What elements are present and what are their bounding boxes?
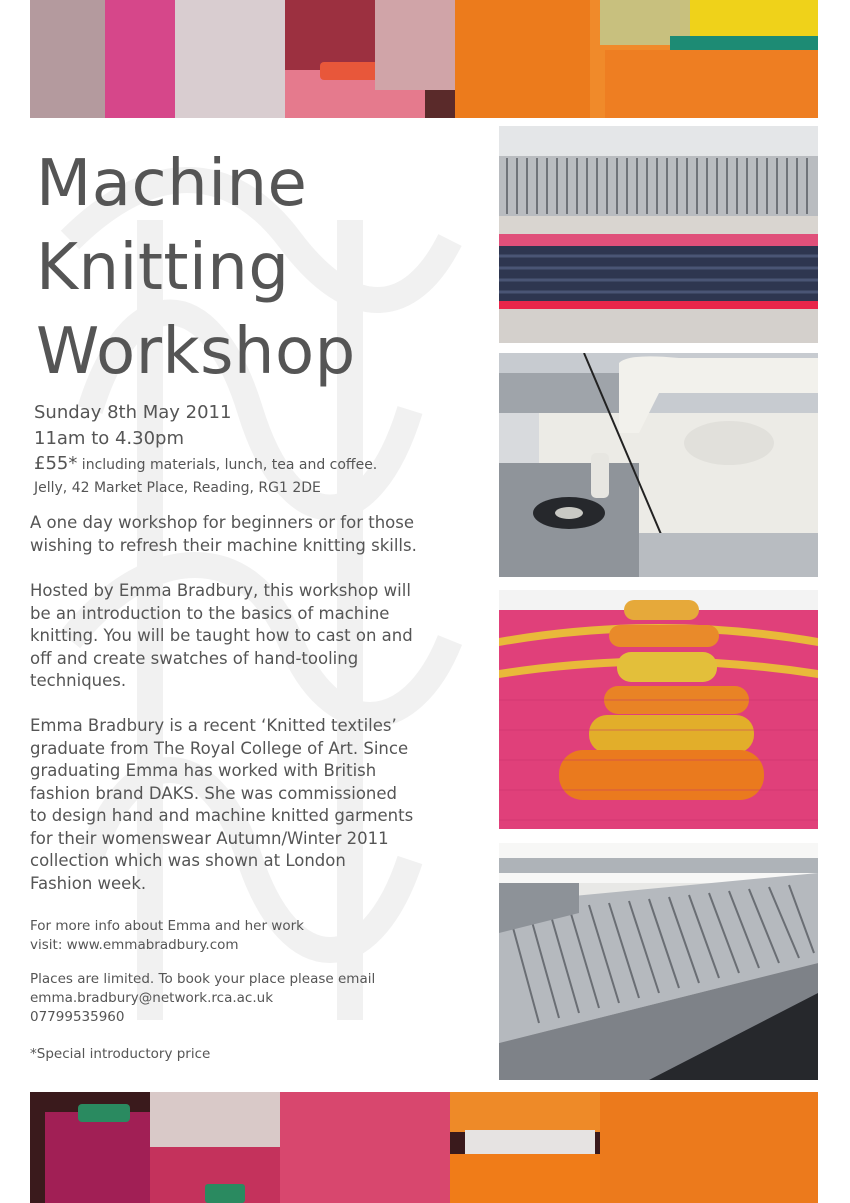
knitting-machine-carriage-image [499,353,818,577]
text-line: Emma Bradbury is a recent ‘Knitted textiles’ [30,716,397,735]
email-link[interactable]: emma.bradbury@network.rca.ac.uk [30,990,274,1006]
text-line: knitting. You will be taught how to cast on and [30,626,413,645]
text-line: to design hand and machine knitted garments [30,806,414,825]
text-line: fashion brand DAKS. She was commissioned [30,783,398,803]
bio-paragraph [30,715,485,895]
knitting-machine-needle-bed-image [499,126,818,343]
page-title [36,142,476,394]
booking-info [30,970,485,1027]
text-line: be an introduction to the basics of machine [30,603,390,623]
text-line: techniques. [30,671,127,690]
event-price [34,452,484,477]
price-amount: £55* [34,453,78,474]
footnote: *Special introductory price [30,1046,211,1062]
event-details [34,400,484,499]
text-line: for their womenswear Autumn/Winter 2011 [30,828,389,848]
text-line: Places are limited. To book your place please email [30,971,376,987]
text-line: A one day workshop for beginners or for those [30,513,415,532]
text-line: For more info about Emma and her work [30,918,304,934]
title-line: Workshop [36,315,356,389]
text-line: graduating Emma has worked with British [30,761,377,780]
knitting-machine-closeup-image [499,843,818,1080]
bottom-yarn-banner [30,1092,818,1203]
event-time: 11am to 4.30pm [34,428,185,449]
phone-number: 07799535960 [30,1009,125,1025]
text-line: off and create swatches of hand-tooling [30,648,359,668]
event-venue: Jelly, 42 Market Place, Reading, RG1 2DE [34,480,321,496]
knitted-swatch-image [499,590,818,829]
text-line: Hosted by Emma Bradbury, this workshop will [30,581,411,600]
text-line: wishing to refresh their machine knitting skills. [30,535,417,555]
title-line: Machine [36,147,308,221]
price-note: including materials, lunch, tea and coffee. [77,457,378,473]
event-date: Sunday 8th May 2011 [34,402,232,423]
intro-paragraph [30,512,485,557]
website-link[interactable]: visit: www.emmabradbury.com [30,937,239,953]
text-line: collection which was shown at London [30,851,346,870]
title-line: Knitting [36,231,290,305]
text-line: graduate from The Royal College of Art. Since [30,738,409,758]
more-info [30,917,485,955]
text-line: Fashion week. [30,873,147,893]
top-yarn-banner [30,0,818,118]
hosted-paragraph [30,580,485,693]
